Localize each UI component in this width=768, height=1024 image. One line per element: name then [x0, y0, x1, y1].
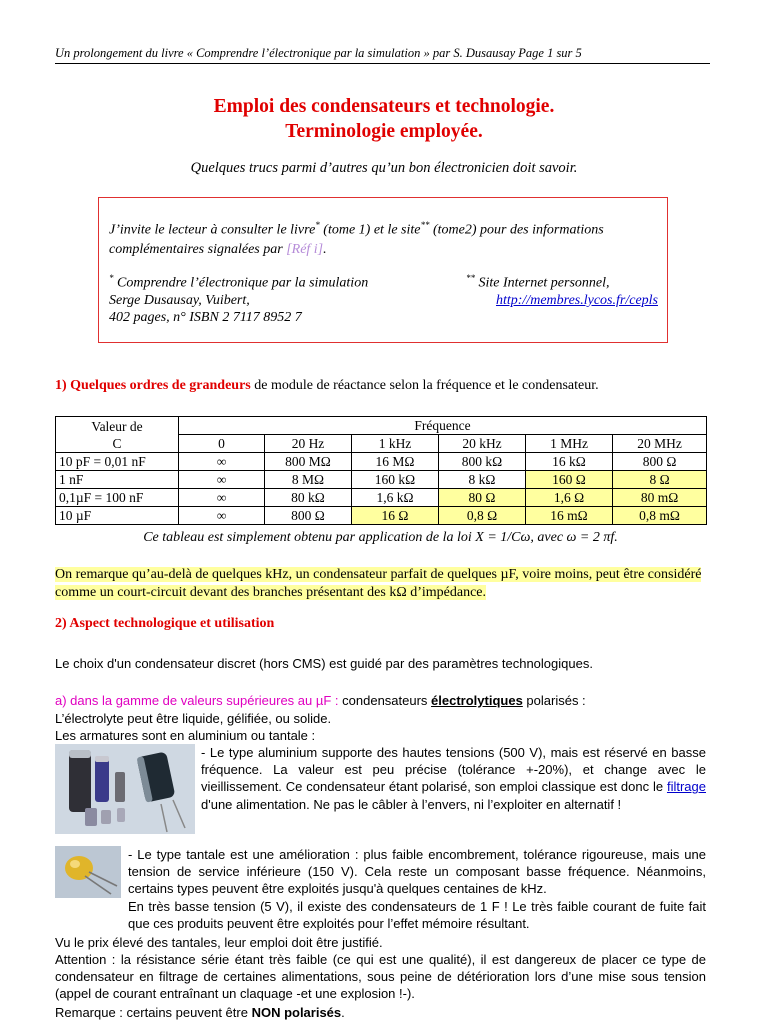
book-star: * — [109, 273, 114, 283]
table-header-value: Valeur de C — [56, 417, 179, 453]
reference-marker: [Réf i] — [286, 241, 324, 257]
book-isbn: 402 pages, n° ISBN 2 7117 8952 7 — [109, 309, 302, 325]
remark-line — [55, 1004, 715, 1021]
aluminium-text: - Le type aluminium supporte des hautes tensions (500 V), mais est réservé en basse fréquence. La valeur est peu précise (tolérance +-20%), et change avec le vieillissement. Ce condensateur étant polarisé, son emploi classique est donc le — [201, 745, 706, 795]
tantalum-capacitor-photo — [55, 846, 121, 898]
table-cell: 800 MΩ — [265, 453, 352, 471]
armatures-line: Les armatures sont en aluminium ou tantale : — [55, 728, 316, 743]
aluminium-capacitors-photo — [55, 744, 195, 834]
footnote-mark-book: * — [315, 220, 320, 230]
price-line: Vu le prix élevé des tantales, leur emploi doit être justifié. — [55, 935, 383, 950]
table-cell: 800 Ω — [265, 507, 352, 525]
book-author: Serge Dusausay, Vuibert, — [109, 292, 250, 308]
section-2-heading: 2) Aspect technologique et utilisation — [55, 616, 275, 631]
aluminium-capacitors-illustration — [55, 744, 195, 834]
reference-intro-b: (tome 1) et le site — [319, 222, 421, 238]
table-row — [56, 471, 707, 489]
section-1-line — [55, 378, 715, 394]
site-link[interactable]: http://membres.lycos.fr/cepls — [495, 292, 658, 308]
table-cell: ∞ — [179, 489, 265, 507]
table-row — [56, 507, 707, 525]
section-1-text: de module de réactance selon la fréquence et le condensateur. — [250, 378, 599, 393]
table-cell: ∞ — [179, 507, 265, 525]
reactance-table — [55, 416, 707, 525]
table-column-header: 20 MHz — [613, 435, 707, 453]
reference-intro — [109, 216, 669, 259]
remark-post: . — [341, 1005, 345, 1020]
remark-pre: Remarque : certains peuvent être — [55, 1005, 252, 1020]
reference-intro-a: J’invite le lecteur à consulter le livre — [109, 222, 316, 238]
book-title: Comprendre l’électronique par la simulation — [113, 275, 369, 291]
page-title-line-2: Terminologie employée. — [285, 121, 483, 142]
table-column-header: 0 — [179, 435, 265, 453]
table-row — [56, 489, 707, 507]
table-cell: 16 kΩ — [526, 453, 613, 471]
reference-intro-end: . — [323, 241, 327, 257]
table-row — [56, 453, 707, 471]
book-reference — [109, 270, 429, 326]
site-reference — [466, 270, 666, 309]
table-cell: 1,6 kΩ — [352, 489, 439, 507]
table-cell-highlighted: 1,6 Ω — [526, 489, 613, 507]
header-rule — [55, 63, 710, 64]
table-cell: 16 MΩ — [352, 453, 439, 471]
electrolytic-keyword: électrolytiques — [431, 693, 523, 708]
table-row-label: 10 pF = 0,01 nF — [56, 453, 179, 471]
page-subtitle: Quelques trucs parmi d’autres qu’un bon électronicien doit savoir. — [190, 160, 578, 176]
site-label: Site Internet personnel, — [475, 275, 610, 291]
tantalum-paragraph-2: En très basse tension (5 V), il existe des condensateurs de 1 F ! Le très faible courant de fuite fait que ces produits peuvent être exploités pour l’effet mémoire résultant. — [128, 899, 706, 932]
table-row-label: 0,1µF = 100 nF — [56, 489, 179, 507]
non-polarized-keyword: NON polarisés — [251, 1005, 342, 1020]
subsection-a-pre: condensateurs — [338, 693, 432, 708]
aluminium-text-end: d'une alimentation. Ne pas le câbler à l’envers, ni l’exploiter en alternatif ! — [201, 796, 622, 812]
table-cell: 800 Ω — [613, 453, 707, 471]
table-cell: ∞ — [179, 453, 265, 471]
tantalum-paragraph-1: - Le type tantale est une amélioration : plus faible encombrement, tolérance rigoureuse, mais une tension de service inférieure (150 V). Cela reste un composant basse fréquence. Néanmoins, certains types peuvent être exploités jusqu'à quelques centaines de kHz. — [128, 847, 706, 897]
site-star: ** — [466, 273, 475, 283]
table-cell: 800 kΩ — [439, 453, 526, 471]
table-cell: 160 kΩ — [352, 471, 439, 489]
table-row-label: 10 µF — [56, 507, 179, 525]
table-cell-highlighted: 16 mΩ — [526, 507, 613, 525]
table-cell: 80 kΩ — [265, 489, 352, 507]
table-cell-highlighted: 16 Ω — [352, 507, 439, 525]
aluminium-paragraph — [201, 744, 706, 813]
impedance-note-text: On remarque qu’au-delà de quelques kHz, un condensateur parfait de quelques µF, voire moins, peut être considéré comme un court-circuit devant des branches présentant des kΩ d’impédance. — [55, 567, 702, 600]
tantalum-capacitor-illustration — [55, 846, 121, 898]
section-2-intro: Le choix d'un condensateur discret (hors CMS) est guidé par des paramètres technologiques. — [55, 656, 593, 671]
reference-intro-line2: complémentaires signalées par — [109, 241, 287, 257]
subsection-a-post: polarisés : — [522, 693, 586, 708]
attention-paragraph: Attention : la résistance série étant très faible (ce qui est une qualité), il est dangereux de placer ce type de condensateur en filtrage de certaines alimentations, sous peine de détérioration lors d’une mise sous tension (appel de courant entraînant un claquage -et une explosion !-). — [55, 952, 706, 1002]
table-caption: Ce tableau est simplement obtenu par application de la loi X = 1/Cω, avec ω = 2 πf. — [143, 530, 618, 545]
table-cell: 8 MΩ — [265, 471, 352, 489]
subsection-a-line — [55, 692, 715, 709]
reference-intro-c: (tome2) pour des informations — [429, 222, 604, 238]
table-cell-highlighted: 0,8 Ω — [439, 507, 526, 525]
filtrage-link[interactable]: filtrage — [666, 779, 706, 795]
page-header: Un prolongement du livre « Comprendre l’électronique par la simulation » par S. Dusausay Page 1 sur 5 — [55, 46, 582, 60]
table-cell-highlighted: 8 Ω — [613, 471, 707, 489]
subsection-a-label: a) dans la gamme de valeurs supérieures au µF : — [55, 693, 339, 708]
table-header-frequence: Fréquence — [179, 417, 707, 435]
table-column-header: 1 MHz — [526, 435, 613, 453]
page-title-line-1: Emploi des condensateurs et technologie. — [213, 96, 555, 117]
table-column-header: 20 Hz — [265, 435, 352, 453]
impedance-note — [55, 566, 715, 602]
table-cell-highlighted: 0,8 mΩ — [613, 507, 707, 525]
section-1-heading: 1) Quelques ordres de grandeurs — [55, 378, 251, 393]
electrolyte-line: L’électrolyte peut être liquide, gélifiée, ou solide. — [55, 711, 332, 726]
table-column-header: 20 kHz — [439, 435, 526, 453]
footnote-mark-site: ** — [420, 220, 430, 230]
table-row-label: 1 nF — [56, 471, 179, 489]
table-column-header: 1 kHz — [352, 435, 439, 453]
table-cell-highlighted: 80 Ω — [439, 489, 526, 507]
table-cell-highlighted: 160 Ω — [526, 471, 613, 489]
table-cell: 8 kΩ — [439, 471, 526, 489]
table-header-row — [56, 417, 707, 435]
table-cell-highlighted: 80 mΩ — [613, 489, 707, 507]
table-cell: ∞ — [179, 471, 265, 489]
